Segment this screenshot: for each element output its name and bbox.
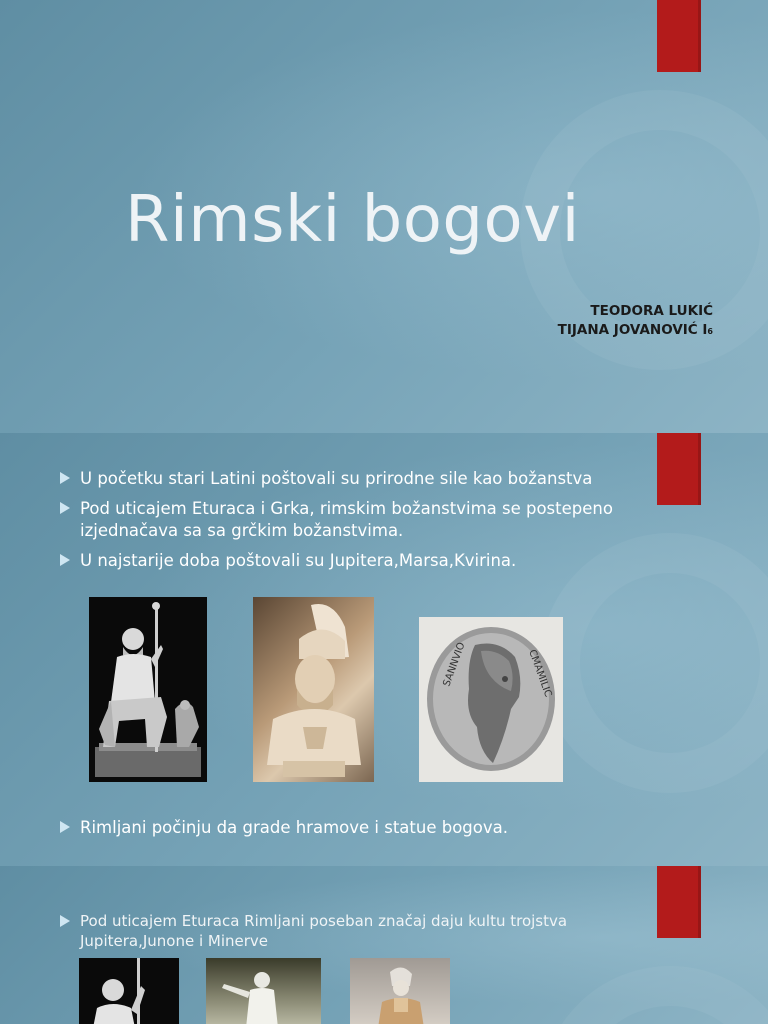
jupiter-statue-thumbnail xyxy=(79,958,179,1024)
bullet-item: U početku stari Latini poštovali su prirodne sile kao božanstva xyxy=(58,468,618,490)
author-1: TEODORA LUKIĆ xyxy=(590,303,713,319)
bullet-list xyxy=(58,468,618,580)
slide-title: Rimski bogovi xyxy=(125,183,580,257)
bullet-arrow-icon xyxy=(60,554,70,566)
author-2-subscript: 6 xyxy=(707,327,713,336)
bullet-arrow-icon xyxy=(60,502,70,514)
red-accent-bar xyxy=(657,433,701,505)
decorative-ring xyxy=(540,966,768,1024)
author-names xyxy=(558,302,713,341)
coin-inscription-left: SANNVIO xyxy=(441,641,468,689)
content-slide-trinity xyxy=(0,866,768,1024)
red-accent-bar xyxy=(657,0,701,72)
bullet-arrow-icon xyxy=(60,821,70,833)
bullet-arrow-icon xyxy=(60,915,70,927)
coin-inscription-right: CMAMILIC xyxy=(526,648,554,699)
content-slide-early-gods xyxy=(0,433,768,866)
jupiter-statue-image xyxy=(89,597,207,782)
bullet-item: U najstarije doba poštovali su Jupitera,Marsa,Kvirina. xyxy=(58,550,618,572)
bullet-arrow-icon xyxy=(60,472,70,484)
bullet-item: Rimljani počinju da grade hramove i statue bogova. xyxy=(58,817,618,839)
juno-statue-thumbnail xyxy=(206,958,321,1024)
author-2: TIJANA JOVANOVIĆ I6 xyxy=(557,322,713,338)
red-accent-bar xyxy=(657,866,701,938)
closing-bullet-list xyxy=(58,817,618,847)
minerva-statue-thumbnail xyxy=(350,958,450,1024)
title-slide xyxy=(0,0,768,433)
mars-bust-image xyxy=(253,597,374,782)
bullet-item: Pod uticajem Eturaca Rimljani poseban značaj daju kultu trojstva Jupitera,Junone i Minerve xyxy=(58,911,618,951)
roman-coin-image xyxy=(419,617,563,782)
bullet-list xyxy=(58,911,618,959)
bullet-item: Pod uticajem Eturaca i Grka, rimskim božanstvima se postepeno izjednačava sa sa grčkim božanstvima. xyxy=(58,498,618,542)
